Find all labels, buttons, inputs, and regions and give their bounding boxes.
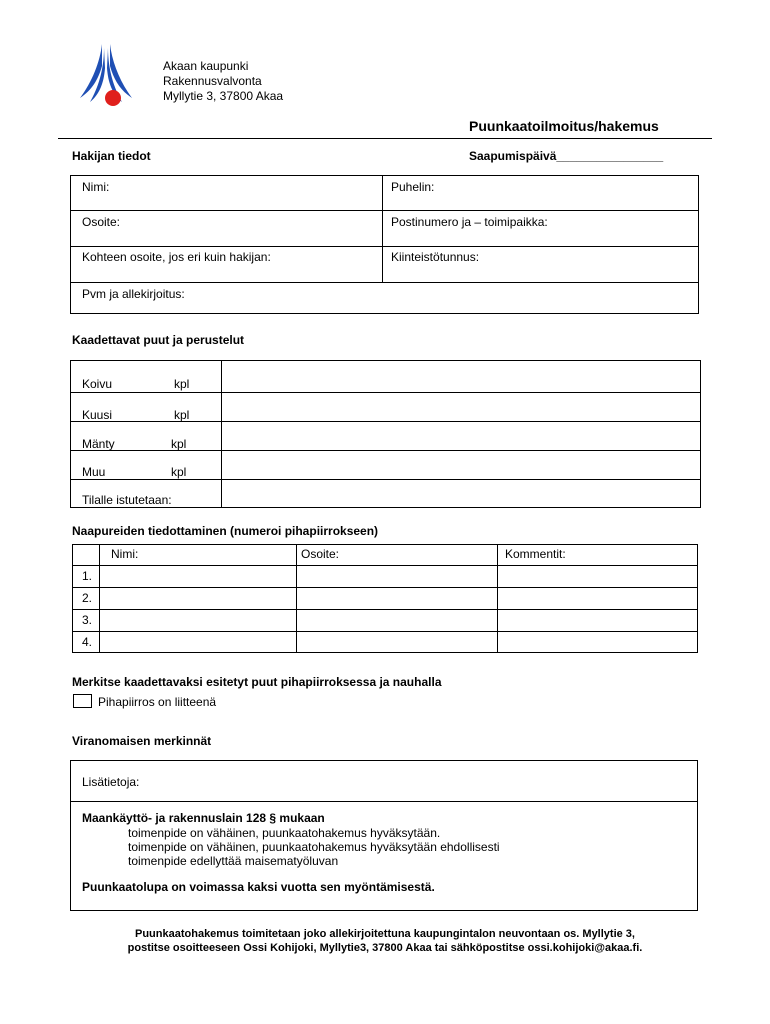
species-kuusi: Kuusi bbox=[82, 408, 113, 422]
decision-option-3: toimenpide edellyttää maisematyöluvan bbox=[128, 854, 339, 868]
row-divider bbox=[70, 450, 701, 451]
column-header-name: Nimi: bbox=[111, 547, 139, 561]
address-field[interactable]: Osoite: bbox=[82, 215, 121, 229]
title-rule bbox=[58, 138, 712, 139]
row-divider bbox=[70, 282, 699, 283]
unit-kpl: kpl bbox=[174, 408, 190, 422]
column-header-comment: Kommentit: bbox=[505, 547, 566, 561]
row-divider bbox=[70, 421, 701, 422]
unit-kpl: kpl bbox=[174, 377, 190, 391]
row-divider bbox=[72, 609, 698, 610]
row-number: 3. bbox=[82, 613, 93, 627]
attachment-checkbox[interactable] bbox=[73, 694, 92, 708]
arrival-date-label: Saapumispäivä________________ bbox=[469, 149, 664, 163]
date-signature-field[interactable]: Pvm ja allekirjoitus: bbox=[82, 287, 185, 301]
target-address-field[interactable]: Kohteen osoite, jos eri kuin hakijan: bbox=[82, 250, 271, 264]
trees-table bbox=[70, 360, 701, 508]
column-divider bbox=[382, 175, 383, 283]
row-number: 2. bbox=[82, 591, 93, 605]
law-heading: Maankäyttö- ja rakennuslain 128 § mukaan bbox=[82, 811, 325, 825]
neighbours-section-title: Naapureiden tiedottaminen (numeroi pihapiirrokseen) bbox=[72, 524, 379, 538]
postal-field[interactable]: Postinumero ja – toimipaikka: bbox=[391, 215, 548, 229]
org-department: Rakennusvalvonta bbox=[163, 74, 262, 88]
row-divider bbox=[70, 246, 699, 247]
neighbours-table bbox=[72, 544, 698, 653]
marking-section-title: Merkitse kaadettavaksi esitetyt puut pihapiirroksessa ja nauhalla bbox=[72, 675, 442, 689]
row-divider bbox=[72, 631, 698, 632]
city-logo bbox=[78, 42, 134, 108]
applicant-section-title: Hakijan tiedot bbox=[72, 149, 151, 163]
replant-field[interactable]: Tilalle istutetaan: bbox=[82, 493, 172, 507]
row-divider bbox=[70, 210, 699, 211]
footer-line-1: Puunkaatohakemus toimitetaan joko allekirjoitettuna kaupungintalon neuvontaan os. Myllytie 3, bbox=[135, 928, 635, 940]
row-divider bbox=[70, 392, 701, 393]
authority-section-title: Viranomaisen merkinnät bbox=[72, 734, 212, 748]
form-title: Puunkaatoilmoitus/hakemus bbox=[469, 118, 659, 134]
validity-note: Puunkaatolupa on voimassa kaksi vuotta sen myöntämisestä. bbox=[82, 880, 435, 894]
row-number: 1. bbox=[82, 569, 93, 583]
column-header-address: Osoite: bbox=[301, 547, 340, 561]
row-divider bbox=[72, 565, 698, 566]
column-divider bbox=[99, 544, 100, 653]
decision-option-2: toimenpide on vähäinen, puunkaatohakemus hyväksytään ehdollisesti bbox=[128, 840, 500, 854]
species-koivu: Koivu bbox=[82, 377, 113, 391]
additional-info-field[interactable]: Lisätietoja: bbox=[82, 775, 140, 789]
row-divider bbox=[72, 587, 698, 588]
species-manty: Mänty bbox=[82, 437, 115, 451]
org-name: Akaan kaupunki bbox=[163, 59, 249, 73]
trees-section-title: Kaadettavat puut ja perustelut bbox=[72, 333, 245, 347]
column-divider bbox=[497, 544, 498, 653]
footer-line-2: postitse osoitteeseen Ossi Kohijoki, Myllytie3, 37800 Akaa tai sähköpostitse ossi.kohijoki@akaa.fi. bbox=[127, 942, 643, 954]
row-divider bbox=[70, 801, 698, 802]
phone-field[interactable]: Puhelin: bbox=[391, 180, 435, 194]
unit-kpl: kpl bbox=[171, 437, 187, 451]
column-divider bbox=[296, 544, 297, 653]
row-divider bbox=[70, 479, 701, 480]
unit-kpl: kpl bbox=[171, 465, 187, 479]
org-address: Myllytie 3, 37800 Akaa bbox=[163, 89, 284, 103]
name-field[interactable]: Nimi: bbox=[82, 180, 110, 194]
property-id-field[interactable]: Kiinteistötunnus: bbox=[391, 250, 480, 264]
species-muu: Muu bbox=[82, 465, 106, 479]
decision-option-1: toimenpide on vähäinen, puunkaatohakemus hyväksytään. bbox=[128, 826, 441, 840]
row-number: 4. bbox=[82, 635, 93, 649]
attachment-checkbox-label: Pihapiirros on liitteenä bbox=[98, 695, 217, 709]
column-divider bbox=[221, 360, 222, 508]
